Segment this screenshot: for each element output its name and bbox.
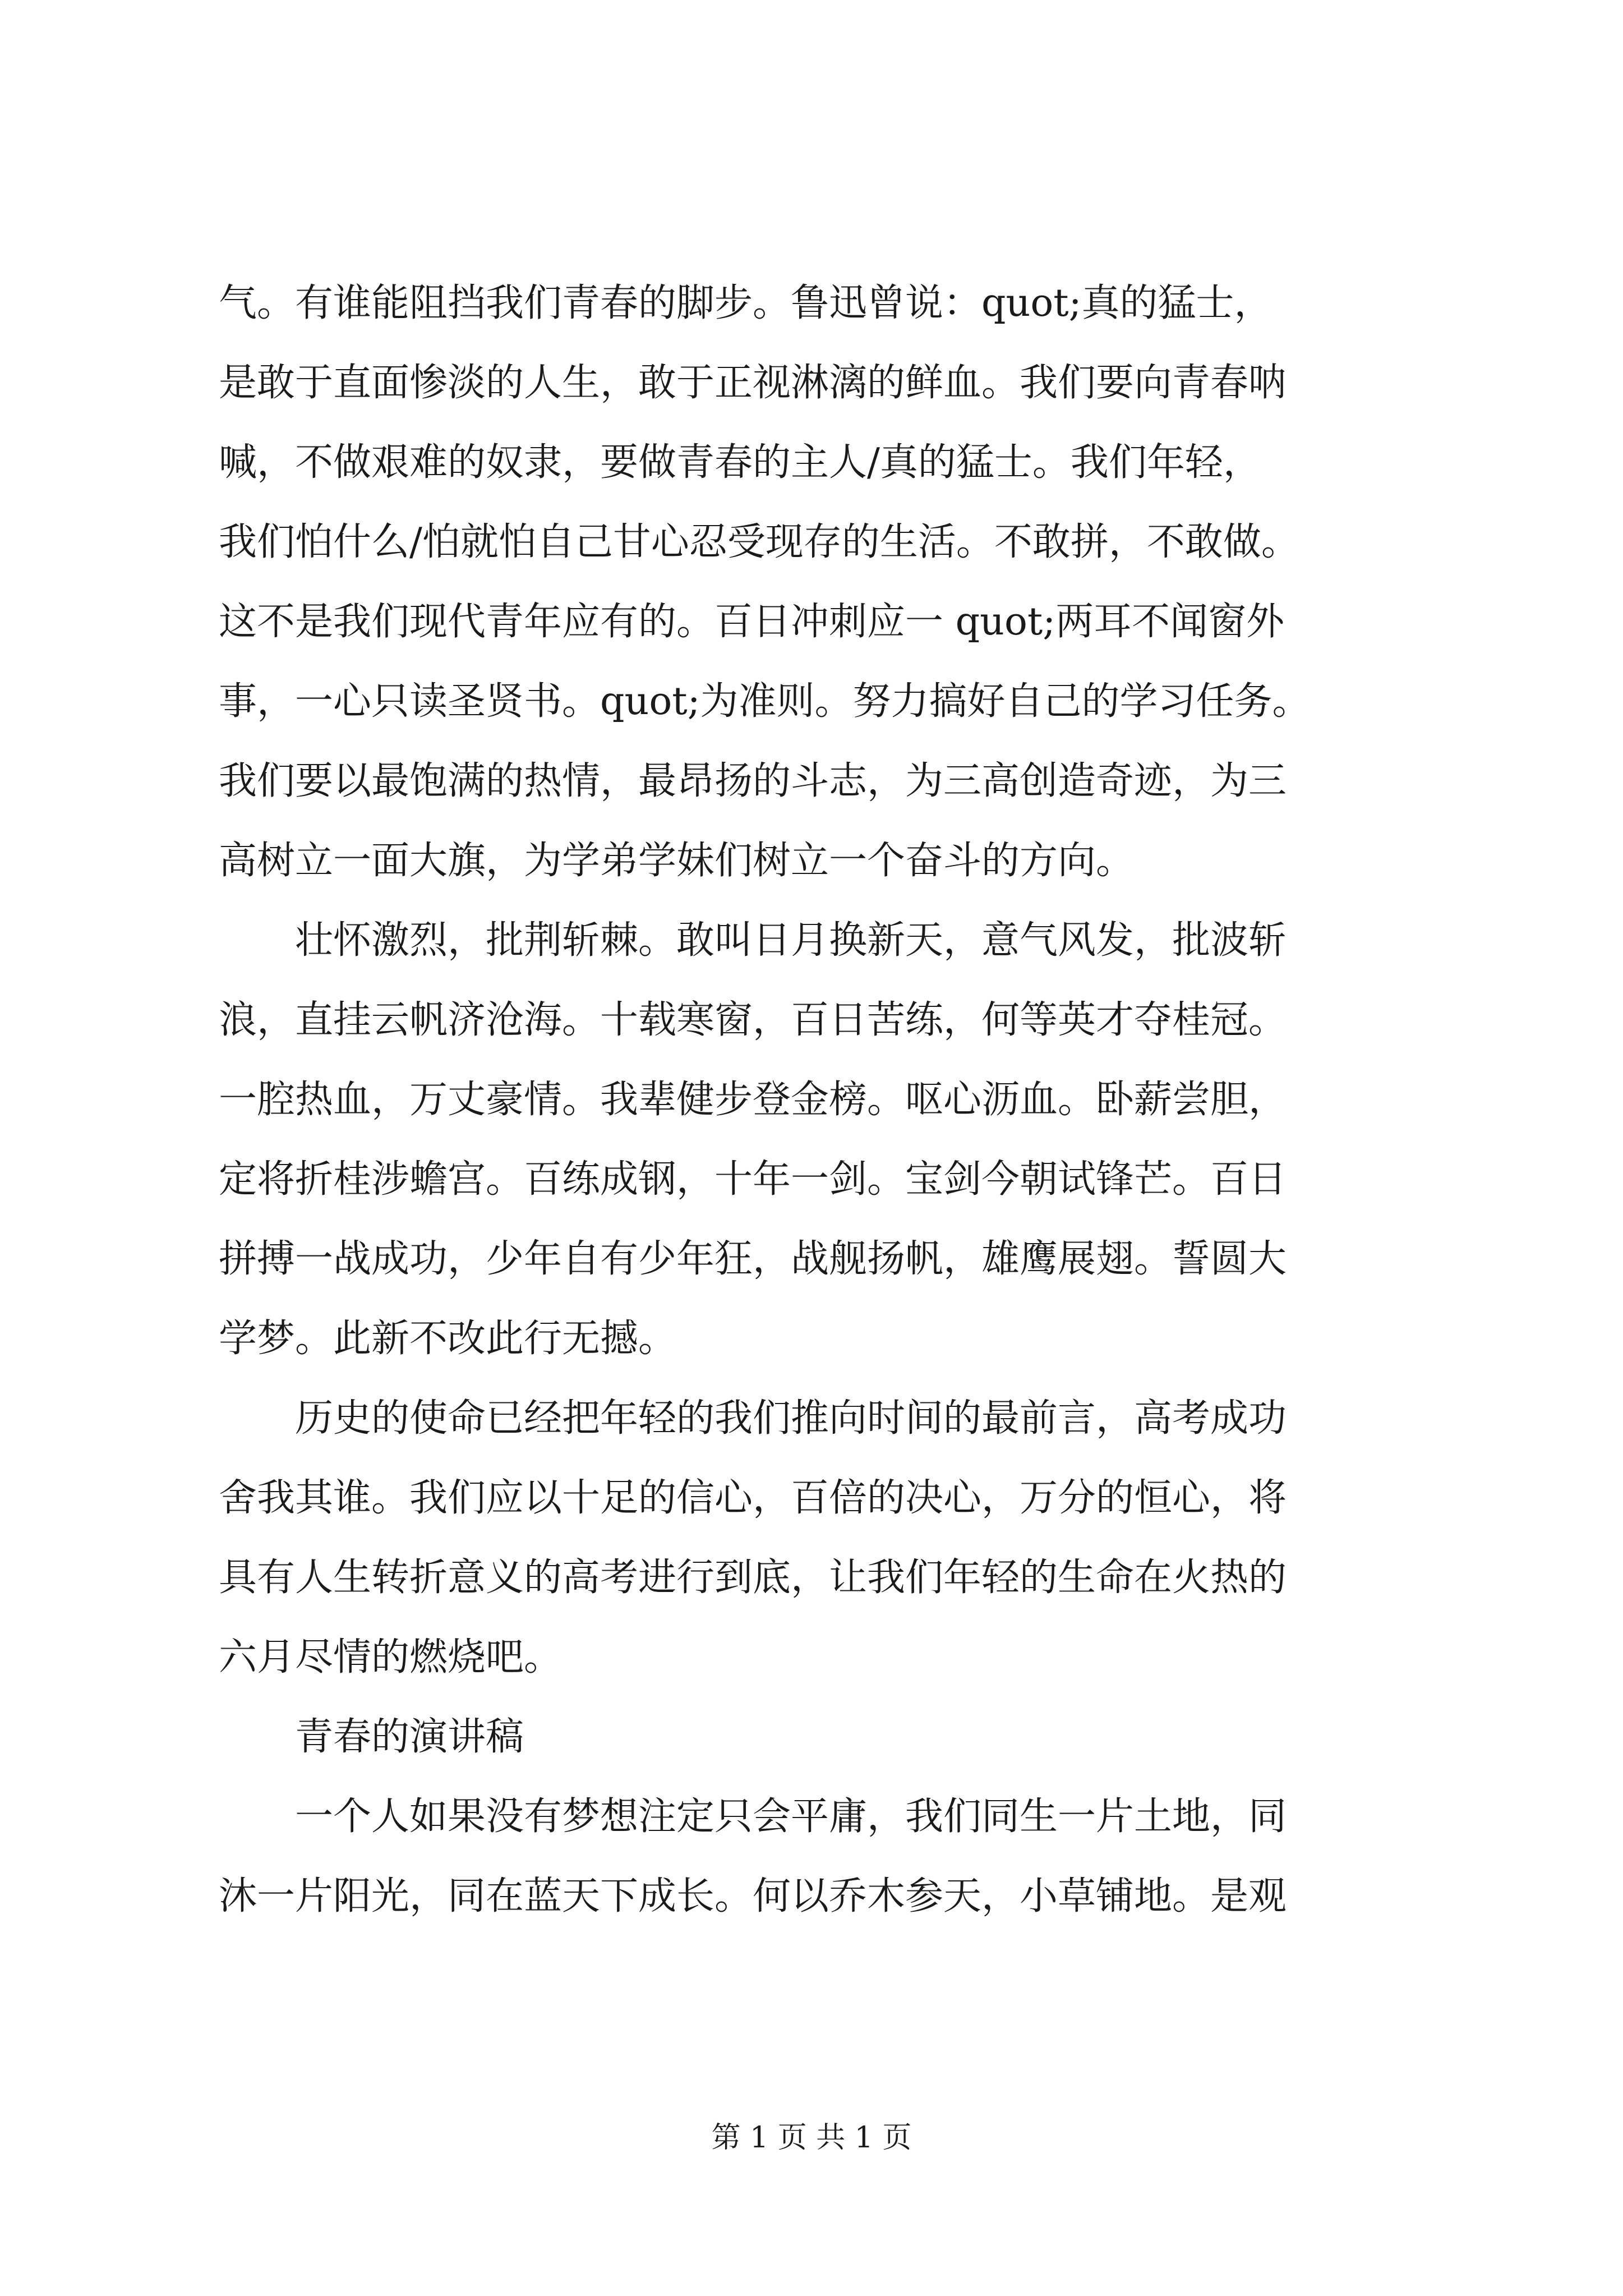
text-line: 高树立一面大旗，为学弟学妹们树立一个奋斗的方向。: [219, 839, 1135, 883]
text-line: 一腔热血，万丈豪情。我辈健步登金榜。呕心沥血。卧薪尝胆，: [219, 1078, 1287, 1122]
document-body: [219, 264, 1402, 1936]
text-line: 学梦。此新不改此行无撼。: [219, 1317, 677, 1361]
text-line: 舍我其谁。我们应以十足的信心，百倍的决心，万分的恒心，将: [219, 1476, 1287, 1520]
text-line: 六月尽情的燃烧吧。: [219, 1635, 562, 1680]
text-line: 定将折桂涉蟾宫。百练成钢，十年一剑。宝剑今朝试锋芒。百日: [219, 1157, 1287, 1202]
text-line: 我们要以最饱满的热情，最昂扬的斗志，为三高创造奇迹，为三: [219, 759, 1287, 803]
text-line: 沐一片阳光，同在蓝天下成长。何以乔木参天，小草铺地。是观: [219, 1874, 1287, 1918]
text-line: 是敢于直面惨淡的人生，敢于正视淋漓的鲜血。我们要向青春呐: [219, 361, 1287, 405]
text-line: 历史的使命已经把年轻的我们推向时间的最前言，高考成功: [295, 1396, 1287, 1441]
section-heading: 青春的演讲稿: [295, 1715, 524, 1759]
text-line: 拼搏一战成功，少年自有少年狂，战舰扬帆，雄鹰展翅。誓圆大: [219, 1237, 1287, 1281]
text-line: 气。有谁能阻挡我们青春的脚步。鲁迅曾说：quot;真的猛士，: [219, 281, 1272, 325]
text-line: 事，一心只读圣贤书。quot;为准则。努力搞好自己的学习任务。: [219, 679, 1311, 724]
text-line: 具有人生转折意义的高考进行到底，让我们年轻的生命在火热的: [219, 1556, 1287, 1600]
text-line: 一个人如果没有梦想注定只会平庸，我们同生一片土地，同: [295, 1795, 1287, 1839]
page-footer: 第 1 页 共 1 页: [711, 2121, 912, 2155]
text-line: 喊，不做艰难的奴隶，要做青春的主人/真的猛士。我们年轻，: [219, 440, 1261, 485]
text-line: 这不是我们现代青年应有的。百日冲刺应一 quot;两耳不闻窗外: [219, 600, 1285, 644]
text-line: 浪，直挂云帆济沧海。十载寒窗，百日苦练，何等英才夺桂冠。: [219, 998, 1287, 1042]
text-line: 我们怕什么/怕就怕自己甘心忍受现存的生活。不敢拼，不敢做。: [219, 520, 1299, 564]
text-line: 壮怀激烈，批荆斩棘。敢叫日月换新天，意气风发，批波斩: [295, 918, 1287, 963]
